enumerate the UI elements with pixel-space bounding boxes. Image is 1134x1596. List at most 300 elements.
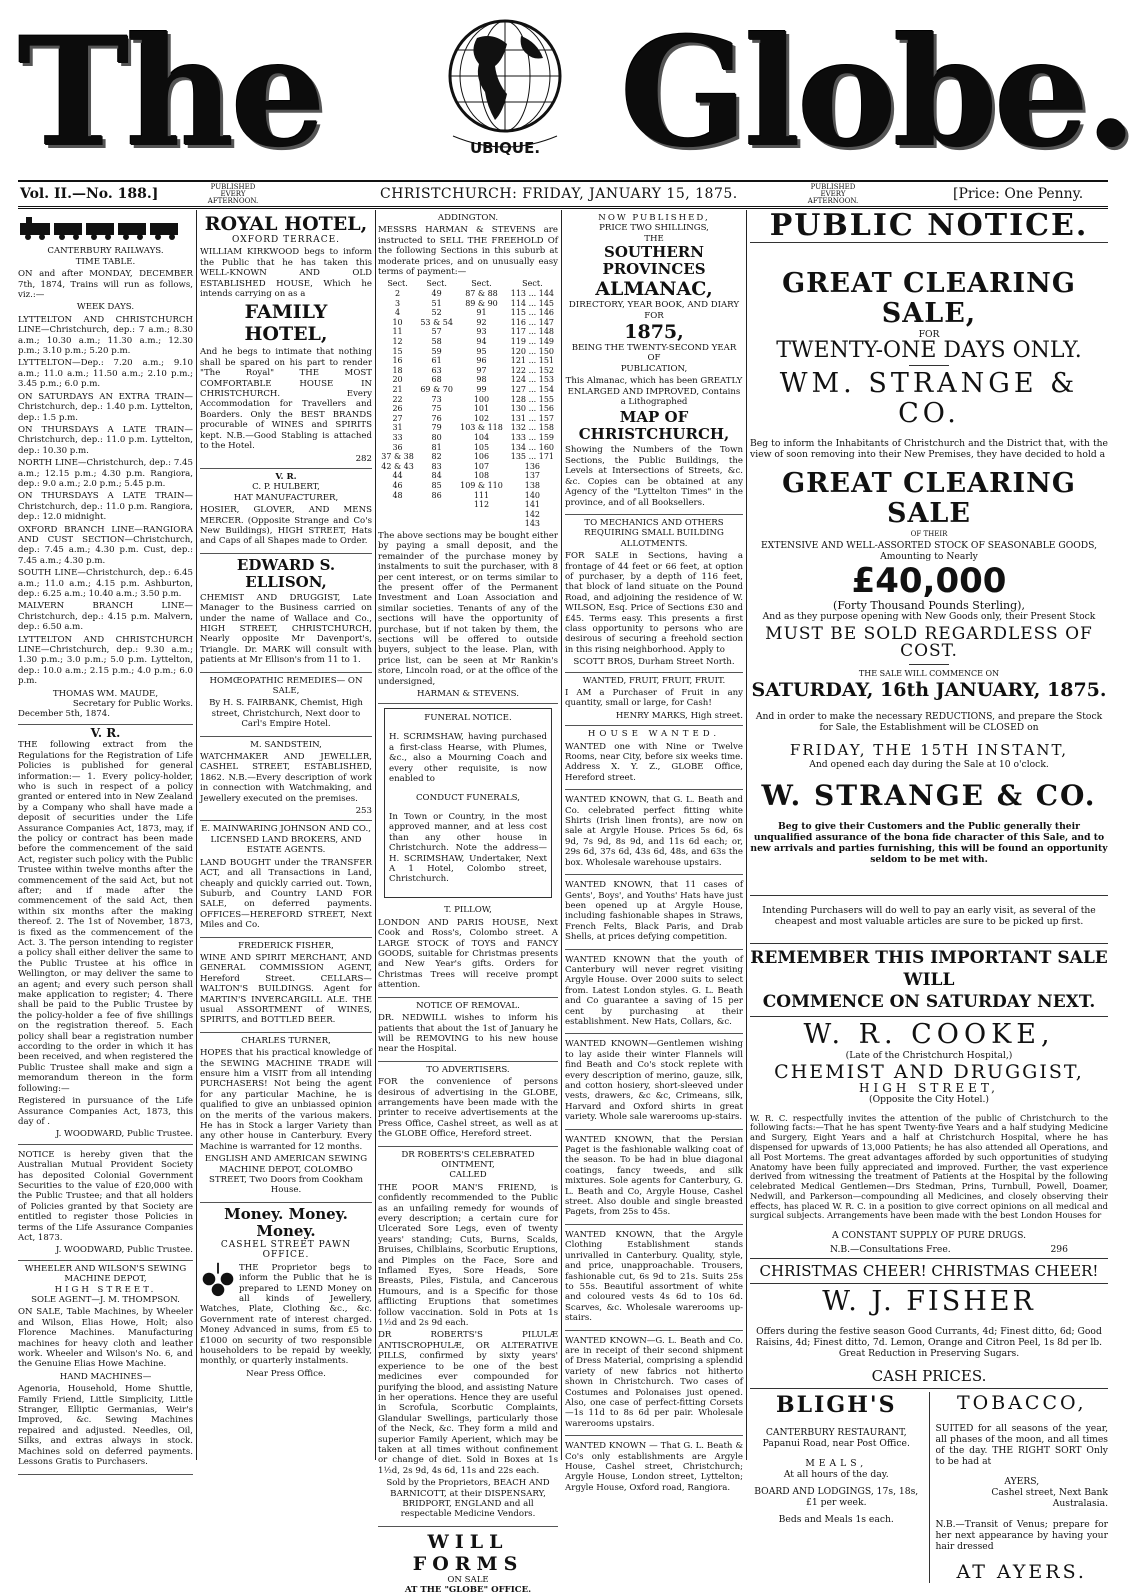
sandstein-body: WATCHMAKER AND JEWELLER, CASHEL STREET, ESTABLISHED, 1862. N.B.—Every description of work in connection with Watchmaking, and Jewellery executed on the premises. [200,752,372,804]
wheeler-title: WHEELER AND WILSON'S SEWING MACHINE DEPOT, [24,1263,187,1285]
table-row [378,366,558,376]
table-cell: 48 [392,490,403,500]
table-cell [378,510,417,520]
table-cell [417,510,456,520]
of-their: OF THEIR [910,530,948,539]
table-cell: 49 [431,289,442,299]
almanac-the: THE [644,233,664,244]
table-cell: 87 & 88 [465,289,498,299]
wanted-known-item [565,1034,743,1129]
wanted-known-item [565,790,743,875]
table-cell: 22 [392,394,403,404]
crest-heading-2: V. R. [275,471,297,482]
tobacco-ad [930,1392,1109,1583]
table-cell: 83 [431,461,442,471]
roberts-title: DR ROBERTS'S CELEBRATED OINTMENT, [401,1149,535,1170]
table-cell: 135 ... 171 [510,452,555,462]
table-cell: 15 [392,346,403,356]
table-row [378,395,558,405]
table-cell: 80 [431,432,442,442]
table-cell: 142 [524,509,541,519]
funeral-body: H. SCRIMSHAW, having purchased a first-class Hearse, with Plumes, &c., also a Mourning Coach and every other requisite, is now enabled to [389,732,547,784]
fruit-title: WANTED, FRUIT, FRUIT, FRUIT. [582,675,726,686]
almanac-publication: PUBLICATION, [620,363,688,374]
harman-signature: HARMAN & STEVENS. [416,688,519,699]
ellison-body: CHEMIST AND DRUGGIST, Late Manager to the Business carried on under the name of Wallace and Co., HIGH STREET, CHRISTCHURCH, Nearly opposite Mr Davenport's, Triangle. Dr. MARK will consult with patients at Mr Ellison's from 11 to 1. [200,592,372,666]
table-header-cell: Sect. [471,279,492,289]
table-cell: 98 [476,375,487,385]
table-cell: 33 [392,432,403,442]
pillow-ad [378,902,558,997]
fruit-body: I AM a Purchaser of Fruit in any quantity, small or large, for Cash! [565,688,743,709]
table-row [378,337,558,347]
cooke-footer [750,1241,1108,1259]
table-cell: 58 [431,337,442,346]
table-cell: 68 [431,375,442,385]
addington-heading: ADDINGTON. [437,213,499,223]
table-row [378,500,558,510]
table-row [378,462,558,472]
hand-machines-body: Agenoria, Household, Home Shuttle, Family Friend, Little Simplicity, Little Stranger, Elliptic Germanias, Weir's Improved, &c. Sewing Machines repaired and adjusted. Needles, Oil, Silks, and extras always in stock. Machines sold on deferred payments. Lessons Gratis to Purchasers. [18,1384,193,1468]
table-cell: 117 ... 148 [510,327,555,337]
meals-body: At all hours of the day. [783,1469,889,1481]
royal-hotel-title: ROYAL HOTEL, [204,213,368,235]
table-cell: 12 [392,337,403,346]
table-cell: 140 [524,490,541,500]
divider [750,1388,1108,1389]
railway-line: ON SATURDAYS AN EXTRA TRAIN—Christchurch, dep.: 1.40 p.m. Lyttelton, dep.: 1.5 p.m. [18,391,193,423]
pilulae-body: DR ROBERTS'S PILULÆ ANTISCROPHULÆ, OR ALTERATIVE PILLS, confirmed by sixty years' experience to be one of the best medicines ever compounded for purifying the blood, and assisting Nature in her operations. Hence they are useful in Scrofula, Scorbutic Complaints, Glandular Swellings, particularly those of the Neck, &c. They form a mild and superior Family Aperient, which may be taken at all times without confinement or change of diet. Sold in Boxes at 1s 1½d, 2s 9d, 4s 6d, 11s and 22s each. [378,1330,558,1476]
harman-body: MESSRS HARMAN & STEVENS are instructed to SELL THE FREEHOLD Of the following Sections in this suburb at moderate prices, and on unusually easy terms of payment:— [378,225,558,278]
homoeopathic-title: HOMŒOPATHIC REMEDIES— ON SALE, [209,675,363,696]
map-body: Showing the Numbers of the Town Sections, the Public Buildings, the Levels at Intersections of Streets, &c. &c. Copies can be obtained at any Agency of the "Lyttelton Times" in the province, and of all Booksellers. [565,445,743,508]
railway-line: LYTTELTON—Dep.: 7.20 a.m.; 9.10 a.m.; 11.0 a.m.; 11.50 a.m.; 2.10 p.m.; 3.45 p.m.; 6.0 p.m. [18,358,193,390]
table-cell: 94 [476,337,487,346]
railways-date: December 5th, 1874. [18,709,110,720]
railway-line: SOUTH LINE—Christchurch, dep.: 6.45 a.m.; 11.0 a.m.; 4.15 p.m. Ashburton, dep.: 6.25 a.m.; 10.40 a.m.; 3.50 p.m. [18,568,193,599]
must-be-sold: MUST BE SOLD REGARDLESS OF COST. [765,624,1093,662]
table-row [378,289,558,299]
table-row [378,433,558,443]
hulbert-ad [200,469,372,554]
column-rule [746,210,747,1460]
table-cell: 11 [392,327,403,337]
table-cell: 2 [395,289,401,299]
wanted-known-text: WANTED KNOWN — That G. L. Beath & Co's only establishments are Argyle House, Cashel street, Christchurch; Argyle House, London street, Lyttelton; Argyle House, Oxford road, Rangiora. [565,1441,743,1493]
railways-intro: ON and after MONDAY, DECEMBER 7th, 1874, Trains will run as follows, viz.:— [18,269,193,301]
crest-heading: V. R. [90,725,121,740]
cooke-name: W. R. COOKE, [803,1019,1055,1051]
table-cell: 143 [524,519,541,529]
table-row [378,491,558,501]
almanac-of: OF [647,353,661,364]
at-ayers: AT AYERS. [956,1560,1087,1583]
wheeler-agent: SOLE AGENT—J. M. THOMPSON. [31,1295,180,1305]
column-rule [561,210,562,1460]
cooke-late: (Late of the Christchurch Hospital,) [845,1050,1013,1062]
will-forms-on-sale: ON SALE [447,1574,489,1585]
opened-each-day: And opened each day during the Sale at 10 o'clock. [809,758,1049,770]
table-cell: 95 [476,346,487,356]
life-policies-notice [18,725,193,1145]
table-row [378,510,558,520]
ayers-name: AYERS, [1004,1476,1040,1488]
table-cell: 131 ... 157 [510,413,555,423]
table-row [378,481,558,491]
table-cell: 102 [473,413,490,423]
almanac-title: ALMANAC, [595,278,713,301]
will-forms-ad [378,1527,558,1596]
royal-hotel-number: 282 [355,453,372,464]
table-header-cell: Sect. [426,279,447,289]
table-row [378,347,558,357]
table-cell: 63 [431,365,442,375]
ayers-address: Cashel street, Next Bank Australasia. [991,1487,1108,1510]
wanted-known-text: WANTED KNOWN, that 11 cases of Gents', Boys', and Youths' Hats have just been opened up at Argyle House, including fashionable shapes in Straws, French Felts, Black Paris, and Drab Shells, at prices defying competition. [565,880,743,943]
table-cell: 44 [392,471,403,481]
table-cell: 21 [392,384,403,394]
table-cell: 59 [431,346,442,356]
strange-body: Beg to inform the Inhabitants of Christchurch and the District that, with the view of soon removing into their New Premises, they have decided to hold a [750,438,1108,461]
table-row [378,423,558,433]
beds-meals: Beds and Meals 1s each. [778,1514,894,1526]
map-of-christchurch: MAP OF CHRISTCHURCH, [578,408,730,444]
table-cell: 119 ... 149 [510,337,555,346]
railway-line: MALVERN BRANCH LINE—Christchurch, dep.: 4.15 p.m. Malvern, dep.: 6.50 a.m. [18,601,193,633]
pawn-office-ad [200,1203,372,1383]
table-cell: 73 [431,394,442,404]
column-rule [375,210,376,1460]
published-note-left: PUBLISHED EVERY AFTERNOON. [207,182,259,205]
money-sub: CASHEL STREET PAWN OFFICE. [220,1239,352,1261]
sandstein-number: 253 [355,806,372,817]
table-cell: 103 & 118 [460,423,503,433]
strange2-body: Beg to give their Customers and the Public generally their unqualified assurance of the bona fide character of this Sale, and to new arrivals and parties furnishing, this will be found an opportunity seldom to be met with. [750,820,1108,865]
tobacco-body: SUITED for all seasons of the year, all phases of the moon, and all times of the day. THE RIGHT SORT Only to be had at [935,1423,1108,1468]
masthead-motto: UBIQUE. [469,139,541,157]
table-row [378,299,558,309]
almanac-body: This Almanac, which has been GREATLY ENLARGED AND IMPROVED, Contains a Lithographed [565,376,743,408]
ellison-ad [200,554,372,673]
wanted-known-text: WANTED KNOWN that the youth of Canterbury will never regret visiting Argyle House. Over 2000 suits to select from. Latest London styles. G. L. Beath and Co guarantee a saving of 15 per cent by purchasing at their establishment. New Hats, Collars, &c. [565,954,743,1027]
train-icon [18,215,188,241]
railway-line: LYTTELTON AND CHRISTCHURCH LINE—Christchurch, dep.: 9.30 a.m.; 1.30 p.m.; 3.0 p.m.; 5.0 p.m. Lyttelton, dep.: 10.0 a.m.; 2.15 p.m.; 4.0 p.m.; 6.0 p.m. [18,634,193,687]
table-cell: 51 [431,298,442,308]
table-cell: 101 [473,404,490,414]
commence-on: THE SALE WILL COMMENCE ON [858,669,1000,679]
table-cell: 57 [431,327,442,337]
extensive-stock: EXTENSIVE AND WELL-ASSORTED STOCK OF SEASONABLE GOODS, [760,540,1098,552]
fruit-signature: HENRY MARKS, High street. [615,710,743,721]
life-policies-form: Registered in pursuance of the Life Assurance Companies Act, 1873, this day of . [18,1096,193,1127]
land-brokers-body: LAND BOUGHT under the TRANSFER ACT, and all Transactions in Land, cheaply and quickly carried out. Town, Suburb, and Country LAND FOR SALE, on deferred payments. OFFICES—HEREFORD STREET, Next Miles and Co. [200,857,372,931]
table-row [378,443,558,453]
table-cell [456,510,507,520]
table-cell: 104 [473,432,490,442]
money-address: Near Press Office. [246,1368,326,1379]
masthead [0,0,1134,181]
money-title: Money. Money. Money. [224,1204,348,1240]
table-cell: 46 [392,480,403,490]
column-2 [200,210,372,1460]
column-5 [750,208,1108,1583]
royal-hotel-ad [200,210,372,469]
table-cell: 27 [392,413,403,423]
table-cell: 100 [473,394,490,404]
life-policies-signed: J. WOODWARD, Public Trustee. [55,1129,193,1140]
table-cell: 137 [524,471,541,481]
charles-turner-name: CHARLES TURNER, [241,1035,331,1046]
intending-purchasers: Intending Purchasers will do well to pay an early visit, as several of the cheapest and most valuable articles are sure to be picked up first. [762,905,1096,928]
wanted-known-item [565,1130,743,1225]
table-cell: 79 [431,423,442,433]
twenty-one-days: TWENTY-ONE DAYS ONLY. [776,338,1082,363]
wanted-known-item [565,950,743,1035]
wheeler-wilson-ad [18,1261,193,1475]
mutual-provident-body: NOTICE is hereby given that the Australian Mutual Provident Society has deposited Colonial Government Securities to the value of £20,000 with the Public Trustee; and that all holders of Policies granted by that Society are entitled to register those Policies in terms of the Life Assurance Companies Act, 1873. [18,1149,193,1243]
railway-line: ON THURSDAYS A LATE TRAIN—Christchurch, dep.: 11.0 p.m. Rangiora, dep.: 12.0 midnight. [18,491,193,523]
table-cell [456,519,507,529]
wheeler-street: HIGH STREET. [54,1284,157,1295]
column-3 [378,210,559,1596]
table-cell: 106 [473,452,490,462]
cooke-trade: CHEMIST AND DRUGGIST, [774,1061,1084,1084]
table-cell: 115 ... 146 [510,308,555,318]
wanted-known-item [565,1436,743,1499]
pillow-body: LONDON AND PARIS HOUSE, Next Cook and Ross's, Colombo street. A LARGE STOCK of TOYS and FANCY GOODS, suitable for Christmas presents and New Year's gifts. Orders for Christmas Trees will receive prompt attention. [378,917,558,991]
wm-strange-heading: WM. STRANGE & CO. [779,368,1079,429]
tobacco-title: TOBACCO, [956,1392,1087,1415]
table-cell: 97 [476,365,487,375]
sale-for: FOR [918,329,940,340]
table-row [378,375,558,385]
table-cell: 89 & 90 [465,298,498,308]
table-cell: 4 [395,308,401,318]
charles-turner-body: HOPES that his practical knowledge of the SEWING MACHINE TRADE will ensure him a VISIT from all intending PURCHASERS! Not being the agent for any particular Machine, he is qualified to give an unbiassed opinion on the merits of the various makers. He has in Stock a larger Variety than any other house in Canterbury. Every Machine is warranted for 12 months. [200,1048,372,1152]
amounting-to: Amounting to Nearly [880,551,978,563]
order-body: And in order to make the necessary REDUCTIONS, and prepare the Stock for Sale, the Establishment will be CLOSED on [755,710,1103,733]
almanac-year: 1875, [624,321,684,344]
sections-table-body [378,289,558,529]
table-cell: 138 [524,480,541,490]
almanac-directory: DIRECTORY, YEAR BOOK, AND DIARY [568,300,740,311]
table-cell: 82 [431,452,442,462]
mutual-provident-notice [18,1145,193,1261]
funeral-title: FUNERAL NOTICE. [424,713,512,724]
railways-ad [18,210,193,725]
divider [750,943,1108,944]
time-table-heading: TIME TABLE. [75,256,136,267]
w-strange-heading: W. STRANGE & CO. [761,778,1097,812]
place-date: CHRISTCHURCH: FRIDAY, JANUARY 15, 1875. [380,186,738,202]
table-cell: 10 [392,317,403,327]
wj-fisher-body: Offers during the festive season Good Currants, 4d; Finest ditto, 6d; Good Raisins, 4d; Finest ditto, 7d. Lemon, Orange and Citron Peel, 1s 8d per lb. Great Reduction in Preserving Sugars. [755,1325,1103,1359]
addington-sections-ad [378,210,558,704]
frederick-fisher-name: FREDERICK FISHER, [238,940,334,951]
family-hotel-heading: FAMILY HOTEL, [244,301,328,346]
roberts-ointment-ad [378,1147,558,1527]
table-row [378,471,558,481]
railway-line: LYTTELTON AND CHRISTCHURCH LINE—Christchurch, dep.: 7 a.m.; 8.30 a.m.; 10.30 a.m.; 11.30 a.m.; 12.30 p.m.; 3.10 p.m.; 5.20 p.m. [18,314,193,357]
table-cell: 112 [473,500,490,510]
funeral-notice [384,708,552,898]
purpose-text: And as they purpose opening with New Goods only, their Present Stock [762,611,1096,623]
table-cell [378,519,417,529]
table-cell: 108 [473,471,490,481]
sale-amount: £40,000 [851,561,1007,602]
sandstein-ad [200,737,372,822]
harman-body-2: The above sections may be bought either by paying a small deposit, and the remainder of the purchase money by instalments to suit the purchaser, with 8 per cent interest, or on terms similar to the present offer of the Permanent Investment and Loan Association and similar societies. Tenants of any of the sections will have the opportunity of purchase, but if not taken by them, the sections will be offered to outside buyers, subject to the lease. Plan, with price list, can be seen at Mr Rankin's store, Lincoln road, or at the office of the undersigned, [378,530,559,687]
table-cell: 31 [392,423,403,433]
table-cell: 18 [392,365,403,375]
almanac-price: PRICE TWO SHILLINGS, [599,223,709,234]
table-header-row [378,279,558,289]
southern-provinces: SOUTHERN PROVINCES [602,243,706,279]
table-header-cell: Sect. [522,279,543,289]
table-cell: 53 & 54 [420,317,453,327]
price: [Price: One Penny. [953,186,1084,202]
wanted-known-text: WANTED KNOWN, that G. L. Beath and Co. celebrated perfect fitting white Shirts (Irish linen fronts), are now on sale at Argyle House. Prices 5s 6d, 6s 9d, 7s 9d, 8s 9d, and 11s 6d each; or, 29s 6d, 37s 6d, 43s 6d, 48s, and 63s the box. Wholesale warehouse upstairs. [565,795,743,868]
sandstein-name: M. SANDSTEIN, [250,739,322,750]
column-rule [196,210,197,1460]
homoeopathic-ad [200,673,372,737]
funeral-body-2: In Town or Country, in the most approved manner, and at less cost than any other house in Christchurch. Note the address— H. SCRIMSHAW, Undertaker, Next A 1 Hotel, Colombo street, Christchurch. [389,812,547,885]
masthead-title-left: The [18,5,323,181]
table-row [378,318,558,328]
wj-fisher-name: W. J. FISHER [822,1285,1036,1317]
bottom-ads [750,1392,1108,1583]
table-cell: 3 [395,298,401,308]
table-cell: 37 & 38 [381,452,414,462]
table-cell: 128 ... 155 [510,394,555,404]
table-cell [417,500,456,510]
table-cell: 111 [473,490,490,500]
table-cell: 91 [476,308,487,318]
table-cell: 52 [431,308,442,318]
almanac-for: FOR [644,310,664,321]
wanted-known-text: WANTED KNOWN—Gentlemen wishing to lay aside their winter Flannels will find Beath and Co's stock replete with every description of merino, gauze, silk, and cotton hosiery, short-sleeved under vests, drawers, &c &c, Crimeans, silk, Harvard and Oxford shirts in great variety. Whole sale warerooms up-stairs. [565,1039,743,1123]
dateline [18,180,1108,209]
commence-saturday-next: COMMENCE ON SATURDAY NEXT. [762,992,1096,1013]
roberts-called: CALLED [449,1170,487,1181]
advertisers-body: FOR the convenience of persons desirous of advertising in the GLOBE, arrangements have been made with the printer to receive advertisements at the Press Office, Cashel street, as well as at the GLOBE Office, Hereford street. [378,1077,558,1140]
cooke-body: W. R. C. respectfully invites the attention of the public of Christchurch to the following facts:—That he has spent Twenty-five Years and a half studying Medicine and Surgery, Eight Years and a half at Christchurch Hospital, where he has dispensed for upwards of 13,000 Patients; he has also attended all Operations, and all Post Mortems. The great advantages afforded by such opportunities of studying Anatomy have been fully appreciated and improved. Further, the vast experience derived from witnessing the treatment of Patients at the Hospital by the following celebrated Medical Gentlemen—Drs Stedman, Prins, Turnbull, Powell, Doamer, Nedwill, and Parkerson—compounding all Medicines, and closely observing their effects, has placed W. R. C. in a position to give correct opinions on all medical and surgical subjects. Arrangements have been made with the best London Houses for [750,1112,1108,1221]
meals-heading: MEALS, [805,1458,868,1470]
now-published: NOW PUBLISHED, [598,213,710,223]
mechanics-title: TO MECHANICS AND OTHERS REQUIRING SMALL BUILDING ALLOTMENTS. [584,517,724,549]
table-cell: 122 ... 152 [510,365,555,375]
table-cell: 93 [476,327,487,337]
friday-closed: FRIDAY, THE 15TH INSTANT, [789,740,1069,759]
removal-title: NOTICE OF REMOVAL. [416,1000,520,1011]
railways-signature: THOMAS WM. MAUDE, [52,688,159,699]
table-row [378,308,558,318]
table-header-cell: Sect. [387,279,408,289]
funeral-conduct: CONDUCT FUNERALS, [415,793,520,803]
divider [909,365,949,366]
table-cell: 26 [392,404,403,414]
table-cell: 61 [431,356,442,366]
removal-notice [378,998,558,1062]
royal-hotel-sub: OXFORD TERRACE. [231,235,341,245]
will-forms-title: WILL FORMS [412,1530,524,1575]
table-cell: 113 ... 144 [510,289,555,299]
table-cell: 36 [392,442,403,452]
wanted-known-item [565,1331,743,1437]
money-body: THE Proprietor begs to inform the Public that he is prepared to LEND Money on all kinds of Jewellery, Watches, Plate, Clothing &c., &c. Government rate of interest charged. Money Advanced in sums, from £5 to £1000 on security of two responsible householders to be repaid by weekly, monthly, or quarterly instalments. [200,1262,372,1367]
ayers-nb: N.B.—Transit of Venus; prepare for her next appearance by having your hair dressed [935,1518,1108,1552]
table-cell: 86 [431,490,442,500]
table-cell: 127 ... 154 [510,384,555,394]
house-wanted-body: WANTED one with Nine or Twelve Rooms, near City, before six weeks time. Address X. Y. Z., GLOBE Office, Hereford street. [565,741,743,783]
advertisers-title: TO ADVERTISERS. [426,1064,510,1075]
almanac-being: BEING THE TWENTY-SECOND YEAR [571,343,737,354]
table-cell: 121 ... 151 [510,356,555,366]
english-american-depot: ENGLISH AND AMERICAN SEWING MACHINE DEPOT, COLOMBO STREET, Two Doors from Cookham House. [204,1154,368,1196]
railway-line: NORTH LINE—Christchurch, dep.: 7.45 a.m.; 12.15 p.m.; 4.30 p.m. Rangiora, dep.: 9.0 a.m.; 2.0 p.m.; 5.45 p.m. [18,458,193,489]
railway-line: OXFORD BRANCH LINE—RANGIORA AND CUST SECTION—Christchurch, dep.: 7.45 a.m.; 4.30 p.m. Cust, dep.: 7.45 a.m.; 4.30 p.m. [18,524,193,566]
table-cell: 92 [476,317,487,327]
roberts-body: THE POOR MAN'S FRIEND, is confidently recommended to the Public as an unfailing remedy for wounds of every description; a certain cure for Ulcerated Sore Legs, even of twenty years' standing; Cuts, Burns, Scalds, Bruises, Chilblains, Scorbutic Eruptions, and Pimples on the Face, Sore and Inflamed Eyes, Sore Heads, Sore Breasts, Piles, Fistula, and Cancerous Humours, and is a Specific for those afflicting Eruptions that sometimes follow vaccination. Sold in Pots at 1s 1½d and 2s 9d each. [378,1182,558,1329]
table-row [378,519,558,529]
table-cell: 99 [476,384,487,394]
hand-machines-heading: HAND MACHINES— [59,1371,152,1382]
table-cell: 130 ... 156 [510,404,555,414]
cooke-street: HIGH STREET, [859,1081,999,1096]
table-cell: 105 [473,442,490,452]
public-notice-heading: PUBLIC NOTICE. [750,210,1108,243]
mechanics-signature: SCOTT BROS, Durham Street North. [573,657,735,668]
table-row [378,404,558,414]
railway-line: ON THURSDAYS A LATE TRAIN—Christchurch, dep.: 11.0 p.m. Lyttelton, dep.: 10.30 p.m. [18,424,193,456]
table-cell: 69 & 70 [420,384,453,394]
hulbert-name: C. P. HULBERT, [252,482,320,493]
ellison-name: EDWARD S. ELLISON, [236,555,336,591]
land-brokers-ad [200,821,372,937]
table-cell: 116 ... 147 [510,317,555,327]
house-wanted-title: HOUSE WANTED. [587,729,721,740]
table-cell: 136 [524,461,541,471]
board-lodgings: BOARD AND LODGINGS, 17s, 18s, £1 per week. [754,1486,919,1509]
wanted-known-item [565,1225,743,1331]
table-cell: 141 [524,500,541,510]
sections-table [378,279,558,528]
table-cell: 132 ... 158 [510,423,555,433]
table-cell: 133 ... 159 [510,432,555,442]
mechanics-ad [565,515,743,673]
table-cell: 120 ... 150 [510,346,555,356]
mainwaring-heading: E. MAINWARING JOHNSON AND CO., LICENSED LAND BROKERS, AND ESTATE AGENTS. [201,824,371,856]
royal-hotel-body: WILLIAM KIRKWOOD begs to inform the Public that he has taken this WELL-KNOWN AND OLD ESTABLISHED HOUSE, Which he intends carrying on as a [200,247,372,300]
advertisers-notice [378,1062,558,1147]
cooke-opposite: (Opposite the City Hotel.) [869,1094,989,1106]
removal-body: DR. NEDWILL wishes to inform his patients that about the 1st of January he will be REMOVING to his new house near the Hospital. [378,1013,558,1055]
saturday-date: SATURDAY, 16th JANUARY, 1875. [751,679,1107,702]
table-row [378,356,558,366]
pawn-balls-icon [200,1261,236,1297]
blighs-ad [750,1392,930,1583]
divider [750,1283,1108,1284]
charles-turner-ad [200,1033,372,1203]
mutual-provident-signed: J. WOODWARD, Public Trustee. [55,1245,193,1256]
wanted-known-item [565,875,743,949]
wheeler-body: ON SALE, Table Machines, by Wheeler and Wilson, Elias Howe, Holt; also Florence Machines. Manufacturing machines for heavy cloth and leather work. Wheeler and Wilson's No. 6, and the Genuine Elias Howe Machine. [18,1307,193,1370]
christmas-cheer: CHRISTMAS CHEER! CHRISTMAS CHEER! [759,1261,1099,1280]
wanted-known-text: WANTED KNOWN, that the Persian Paget is the fashionable walking coat of the season. To be had in blue diagonal coatings, fancy tweeds, and silk mixtures. Sole agents for Canterbury, G. L. Beath and Co, Argyle House, Cashel street. Also double and single breasted Pagets, from 25s to 45s. [565,1134,743,1218]
house-wanted-ad [565,726,743,790]
wanted-known-text: WANTED KNOWN, that the Argyle Clothing Establishment stands unrivalled in Canterbury. Quality, style, and price, unapproachable. Trousers, fashionable cut, 6s 9d to 21s. Suits 25s to 55s. Beautiful assortment of white and coloured vests 4s 6d to 10s 6d. Scarves, &c. Wholesale warerooms up-stairs. [565,1229,743,1324]
great-clearing-sale: GREAT CLEARING SALE, [782,268,1076,329]
